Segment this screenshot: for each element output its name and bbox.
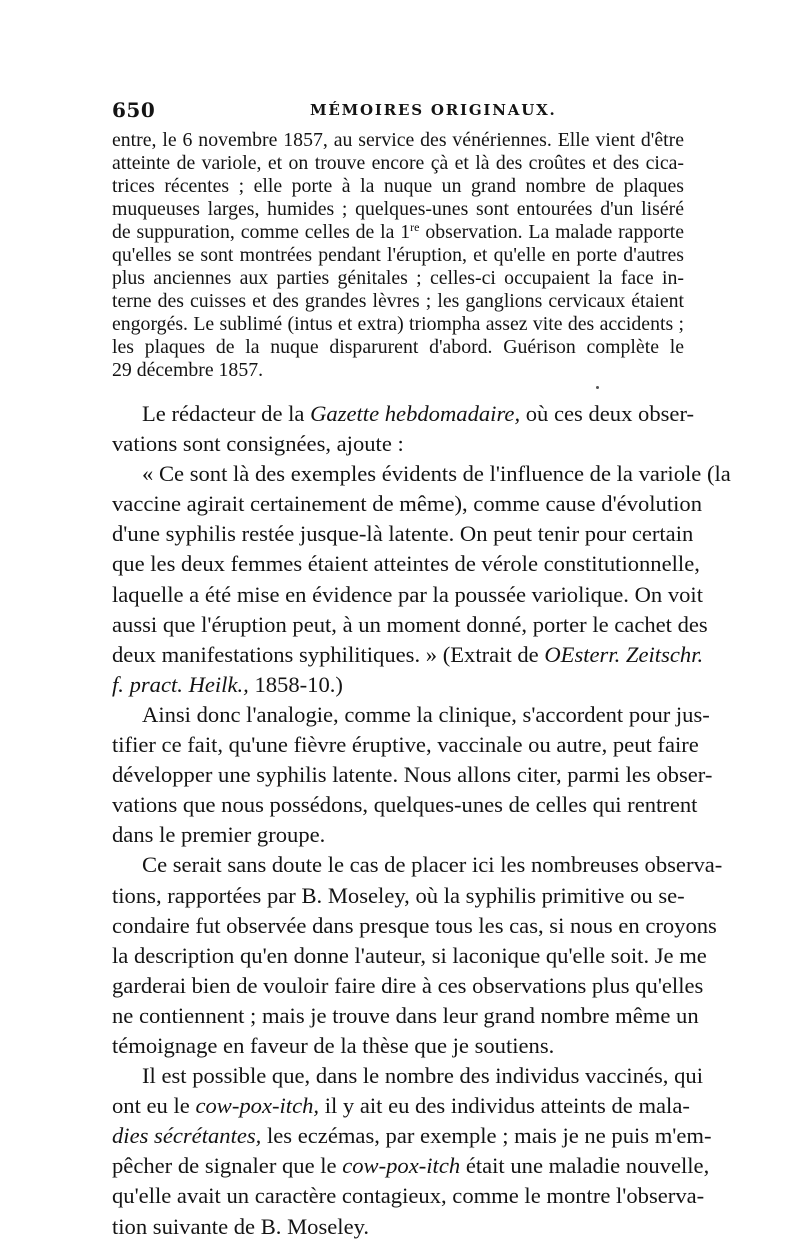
text-line: garderai bien de vouloir faire dire à ces observations plus qu'elles [112,972,704,998]
text-segment: les eczémas, par exemple ; mais je ne puis m'em- [261,1123,712,1149]
text-line: tions, rapportées par B. Moseley, où la syphilis primitive ou se- [112,882,685,908]
text-line: muqueuses larges, humides ; quelques-unes sont entourées d'un liséré [112,198,684,221]
text-line [112,640,704,670]
text-line: trices récentes ; elle porte à la nuque un grand nombre de plaques [112,175,684,198]
observation-paragraph [112,129,684,383]
text-line: engorgés. Le sublimé (intus et extra) triompha assez vite des accidents ; [112,313,684,336]
text-line [112,1121,712,1151]
text-line: vaccine agirait certainement de même), comme cause d'évolution [112,491,702,517]
text-line: d'une syphilis restée jusque-là latente. On peut tenir pour certain [112,521,694,547]
text-segment: il y ait eu des individus atteints de mala- [319,1093,690,1119]
text-line: qu'elles se sont montrées pendant l'éruption, et qu'elle en porte d'autres [112,244,684,267]
italic-title: Gazette hebdomadaire, [310,401,521,426]
text-line: tion suivante de B. Moseley. [112,1213,370,1239]
text-line [112,1091,690,1121]
italic-citation: f. pract. Heilk., [112,671,249,697]
text-line: terne des cuisses et des grandes lèvres ; les ganglions cervicaux étaient [112,290,684,313]
page-number: 650 [112,98,156,122]
print-speck [596,386,599,389]
text-line [112,399,695,429]
text-segment: pêcher de signaler que le [112,1153,343,1179]
running-head: MÉMOIRES ORIGINAUX. [310,101,557,119]
text-line: développer une syphilis latente. Nous allons citer, parmi les obser- [112,762,713,788]
text-line: 29 décembre 1857. [112,359,264,382]
text-segment: Le rédacteur de la [142,401,311,426]
text-line: entre, le 6 novembre 1857, au service des vénériennes. Elle vient d'être [112,129,684,151]
italic-term: cow-pox-itch [342,1153,461,1179]
superscript: re [410,220,420,235]
italic-term: cow-pox-itch, [195,1093,320,1119]
commentary-text [112,399,731,1242]
italic-term: dies sécrétantes, [112,1123,262,1149]
text-line: tifier ce fait, qu'une fièvre éruptive, vaccinale ou autre, peut faire [112,732,699,758]
text-line [112,1151,710,1181]
text-segment: ont eu le [112,1093,196,1119]
text-line: atteinte de variole, et on trouve encore çà et là des croûtes et des cica- [112,152,684,175]
italic-citation: OEsterr. Zeitschr. [544,641,704,667]
text-line: « Ce sont là des exemples évidents de l'influence de la variole (la [142,461,731,487]
text-line: les plaques de la nuque disparurent d'abord. Guérison complète le [112,336,684,359]
text-line: Ainsi donc l'analogie, comme la clinique, s'accordent pour jus- [142,701,710,727]
text-line: dans le premier groupe. [112,822,326,848]
text-segment: deux manifestations syphilitiques. » (Extrait de [112,641,545,667]
text-line: vations que nous possédons, quelques-unes de celles qui rentrent [112,792,698,818]
text-line: Ce serait sans doute le cas de placer ici les nombreuses observa- [142,852,723,878]
text-line: laquelle a été mise en évidence par la poussée variolique. On voit [112,581,703,607]
text-line: la description qu'en donne l'auteur, si laconique qu'elle soit. Je me [112,942,707,968]
text-segment: où ces deux obser- [520,401,695,426]
text-line: plus anciennes aux parties génitales ; celles-ci occupaient la face in- [112,267,684,290]
text-line [112,670,684,700]
page-header [112,98,692,128]
text-line: ne contiennent ; mais je trouve dans leur grand nombre même un [112,1002,699,1028]
text-line: condaire fut observée dans presque tous les cas, si nous en croyons [112,912,717,938]
text-segment: était une maladie nouvelle, [460,1153,710,1179]
text-line [112,221,684,244]
text-line: témoignage en faveur de la thèse que je soutiens. [112,1032,555,1058]
text-line: vations sont consignées, ajoute : [112,431,404,457]
text-line: qu'elle avait un caractère contagieux, comme le montre l'observa- [112,1183,705,1209]
text-segment: de suppuration, comme celles de la 1 [112,221,411,244]
text-line: aussi que l'éruption peut, à un moment donné, porter le cachet des [112,611,708,637]
text-segment: 1858-10.) [248,671,343,697]
text-line: que les deux femmes étaient atteintes de vérole constitutionnelle, [112,551,700,577]
text-segment: observation. La malade rapporte [419,221,684,244]
text-line: Il est possible que, dans le nombre des individus vaccinés, qui [142,1063,703,1089]
